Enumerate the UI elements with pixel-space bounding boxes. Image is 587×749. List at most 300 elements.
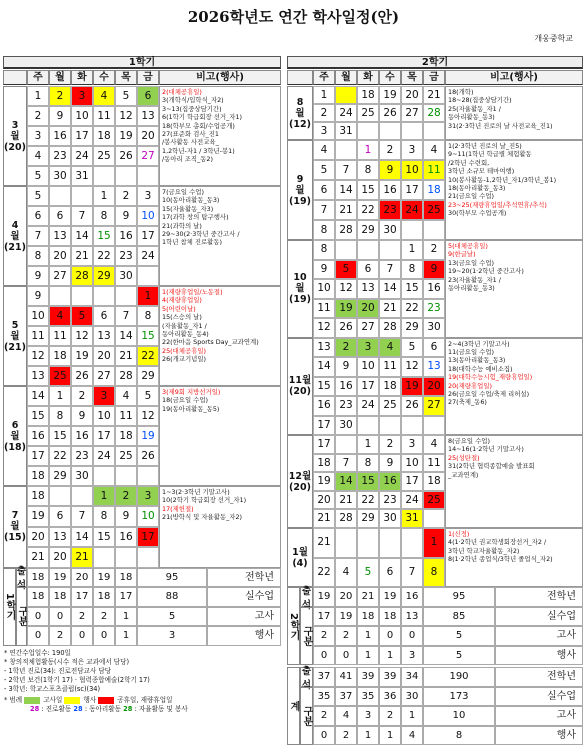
stats-value: 1	[357, 646, 379, 666]
month-notes: 2~4(3학년 기말고사) 11(금요일 수업) 13(동아리활동_동3) 18(대학수능 예비소집) 19(대학수능시험_재량휴업일) 20(재량휴업일) 26(금요일 수업/축제 리허설) 27(축제_동6)	[445, 338, 583, 436]
stats-value: 17	[71, 587, 93, 607]
stats-category-label: 구분	[300, 687, 313, 746]
stats-value: 2	[93, 607, 115, 627]
day-cell: 23	[71, 446, 93, 466]
week-number: 20	[27, 527, 49, 547]
day-cell	[423, 220, 445, 240]
day-cell: 16	[71, 426, 93, 446]
legend-number: 28	[123, 705, 135, 713]
day-cell	[335, 86, 357, 104]
day-cell: 8	[401, 260, 423, 280]
day-cell: 18	[423, 180, 445, 200]
day-cell: 19	[71, 346, 93, 366]
day-cell: 17	[137, 226, 159, 246]
day-cell: 28	[423, 104, 445, 122]
day-cell	[357, 416, 379, 436]
day-cell: 28	[335, 509, 357, 528]
day-cell: 1	[357, 140, 379, 160]
stats-value: 35	[357, 687, 379, 707]
day-cell	[423, 509, 445, 528]
week-number: 4	[313, 140, 335, 160]
day-cell	[137, 466, 159, 486]
day-cell: 5	[401, 338, 423, 358]
day-cell: 22	[357, 491, 379, 510]
stats-value: 2	[313, 626, 335, 646]
day-cell	[401, 416, 423, 436]
week-number: 11	[27, 326, 49, 346]
day-cell: 1	[93, 186, 115, 206]
day-cell: 11	[423, 454, 445, 473]
day-cell: 11	[423, 160, 445, 180]
day-cell: 25	[115, 446, 137, 466]
day-cell: 1	[93, 486, 115, 506]
day-cell: 29	[357, 509, 379, 528]
week-number: 7	[313, 200, 335, 220]
legend-text: 고사일	[43, 696, 65, 704]
stats-value: 4	[401, 726, 423, 746]
week-number: 13	[27, 366, 49, 386]
day-cell: 8	[93, 206, 115, 226]
day-cell: 25	[49, 366, 71, 386]
stats-category-label: 구분	[16, 587, 27, 646]
day-cell	[379, 528, 401, 558]
stats-value: 18	[379, 607, 401, 627]
day-cell: 26	[335, 318, 357, 338]
stats-value: 0	[379, 626, 401, 646]
day-cell: 14	[335, 472, 357, 491]
stats-value: 41	[335, 667, 357, 687]
week-number: 22	[313, 558, 335, 588]
week-number: 5	[27, 186, 49, 206]
day-cell: 26	[115, 146, 137, 166]
day-cell: 24	[357, 396, 379, 416]
footnote-line: - 3학년: 학교스포츠클럽(sc)(34)	[4, 685, 101, 693]
week-number: 3	[313, 122, 335, 140]
day-cell: 1	[357, 435, 379, 454]
day-cell: 27	[357, 318, 379, 338]
day-cell: 29	[137, 366, 159, 386]
day-cell: 9	[49, 106, 71, 126]
stats-value: 0	[27, 626, 49, 646]
day-cell: 12	[137, 406, 159, 426]
week-number: 14	[313, 357, 335, 377]
day-cell: 24	[71, 146, 93, 166]
col-0: 주	[27, 70, 49, 85]
stats-total: 3	[137, 626, 207, 646]
day-cell: 9	[335, 357, 357, 377]
week-number: 8	[313, 240, 335, 260]
day-cell: 23	[115, 246, 137, 266]
day-cell: 29	[93, 266, 115, 286]
month-label: 4 월 (21)	[3, 186, 27, 286]
day-cell: 6	[137, 86, 159, 106]
day-cell: 6	[423, 338, 445, 358]
day-cell: 7	[71, 506, 93, 526]
day-cell: 2	[49, 86, 71, 106]
day-cell: 8	[423, 558, 445, 588]
week-number: 10	[313, 279, 335, 299]
week-number: 5	[313, 160, 335, 180]
day-cell: 5	[71, 306, 93, 326]
footnote-line: * 창의적체험활동(시수 적은 교과에서 담당)	[4, 658, 130, 666]
col-4: 목	[401, 70, 423, 85]
day-cell: 25	[93, 146, 115, 166]
day-cell: 17	[401, 180, 423, 200]
day-cell: 28	[115, 366, 137, 386]
week-number: 2	[27, 106, 49, 126]
col-5: 금	[137, 70, 159, 85]
stats-total: 5	[137, 607, 207, 627]
day-cell: 18	[357, 86, 379, 104]
day-cell: 6	[49, 206, 71, 226]
legend-swatch	[64, 697, 80, 704]
day-cell: 26	[137, 446, 159, 466]
day-cell: 19	[335, 299, 357, 319]
day-cell: 8	[137, 306, 159, 326]
week-number: 6	[27, 206, 49, 226]
day-cell: 22	[49, 446, 71, 466]
stats-side-label: 계	[287, 667, 300, 745]
week-number: 21	[313, 528, 335, 558]
stats-value: 18	[49, 587, 71, 607]
stats-value: 1	[357, 626, 379, 646]
day-cell: 21	[335, 200, 357, 220]
stats-type-label: 고사	[495, 626, 583, 646]
month-notes: 5(대체공휴일) 9(한글날) 13(금요일 수업) 19~20(1·2학년 중간고사) 23(자율활동_자1 / 동아리활동_동3)	[445, 240, 583, 338]
day-cell: 29	[401, 318, 423, 338]
day-cell: 23	[379, 200, 401, 220]
week-number: 17	[313, 416, 335, 436]
day-cell: 3	[401, 140, 423, 160]
day-cell: 3	[93, 386, 115, 406]
day-cell: 27	[423, 396, 445, 416]
day-cell: 1	[401, 240, 423, 260]
day-cell: 30	[71, 466, 93, 486]
day-cell: 30	[379, 509, 401, 528]
stats-value: 1	[115, 607, 137, 627]
day-cell: 10	[93, 406, 115, 426]
month-notes: 18(개학) 18~28(집중상담기간) 25(자율활동_자1 / 동아리활동_동3) 31(2·3학년 진로의 날 사전교육_진1)	[445, 86, 583, 140]
day-cell: 4	[93, 86, 115, 106]
stats-type-label: 행사	[495, 726, 583, 746]
stats-value: 0	[71, 626, 93, 646]
week-number: 14	[27, 386, 49, 406]
day-cell: 18	[423, 472, 445, 491]
day-cell	[379, 240, 401, 260]
week-number: 18	[313, 454, 335, 473]
stats-value: 36	[379, 687, 401, 707]
month-label: 11월 (20)	[287, 338, 313, 436]
month-label: 3 월 (20)	[3, 86, 27, 186]
col-3: 수	[379, 70, 401, 85]
day-cell	[335, 528, 357, 558]
day-cell: 13	[49, 226, 71, 246]
day-cell: 26	[71, 366, 93, 386]
day-cell: 3	[401, 435, 423, 454]
stats-category-label: 구분	[300, 607, 313, 666]
month-label: 1월 (4)	[287, 528, 313, 587]
day-cell: 17	[357, 377, 379, 397]
month-label: 5 월 (21)	[3, 286, 27, 386]
stats-total: 95	[137, 568, 207, 588]
day-cell: 1	[423, 528, 445, 558]
week-number: 16	[27, 426, 49, 446]
stats-value: 1	[379, 726, 401, 746]
legend-text: : 자율활동 및 봉사	[134, 705, 188, 713]
day-cell: 21	[115, 346, 137, 366]
day-cell: 27	[137, 146, 159, 166]
day-cell: 2	[115, 186, 137, 206]
week-number: 1	[27, 86, 49, 106]
day-cell	[93, 466, 115, 486]
stats-value: 2	[313, 706, 335, 726]
stats-value: 3	[357, 706, 379, 726]
stats-total: 5	[423, 646, 495, 666]
day-cell: 28	[335, 220, 357, 240]
day-cell	[423, 416, 445, 436]
stats-value: 39	[357, 667, 379, 687]
day-cell: 16	[423, 279, 445, 299]
week-number: 11	[313, 299, 335, 319]
stats-total: 190	[423, 667, 495, 687]
stats-value: 18	[115, 568, 137, 588]
day-cell: 15	[49, 426, 71, 446]
day-cell	[401, 220, 423, 240]
legend-swatch	[98, 697, 114, 704]
day-cell: 22	[357, 200, 379, 220]
week-number: 6	[313, 180, 335, 200]
day-cell: 7	[379, 260, 401, 280]
month-label: 7 월 (15)	[3, 486, 27, 568]
day-cell: 12	[71, 326, 93, 346]
legend-text: 행사	[83, 696, 99, 704]
stats-type-label: 전학년	[207, 568, 281, 588]
day-cell: 5	[357, 558, 379, 588]
day-cell: 3	[137, 486, 159, 506]
week-number: 3	[27, 126, 49, 146]
month-label: 9 월 (19)	[287, 140, 313, 240]
day-cell: 28	[379, 318, 401, 338]
day-cell: 17	[137, 527, 159, 547]
week-number: 19	[313, 472, 335, 491]
day-cell: 15	[93, 527, 115, 547]
day-cell: 28	[71, 266, 93, 286]
day-cell: 10	[137, 206, 159, 226]
stats-value: 37	[313, 667, 335, 687]
stats-value: 16	[401, 587, 423, 607]
day-cell: 1	[49, 386, 71, 406]
day-cell	[335, 240, 357, 260]
stats-total: 8	[423, 726, 495, 746]
day-cell	[71, 186, 93, 206]
legend-text: 공휴일, 재량휴업일	[117, 696, 173, 704]
week-number: 4	[27, 146, 49, 166]
stats-side-label: 1학기	[3, 568, 16, 646]
day-cell: 10	[137, 506, 159, 526]
month-notes: 8(금요일 수업) 14~16(1·2학년 기말고사) 25(성탄절) 31(2학년 협력종합예술 발표회 _교과연계)	[445, 435, 583, 528]
stats-value: 17	[115, 587, 137, 607]
day-cell: 26	[401, 396, 423, 416]
day-cell: 6	[49, 506, 71, 526]
day-cell: 24	[137, 246, 159, 266]
stats-value: 0	[313, 646, 335, 666]
week-number: 12	[313, 318, 335, 338]
stats-type-label: 고사	[495, 706, 583, 726]
day-cell: 9	[115, 206, 137, 226]
week-number: 10	[27, 306, 49, 326]
day-cell: 31	[71, 166, 93, 186]
stats-total: 85	[423, 607, 495, 627]
day-cell: 3	[137, 186, 159, 206]
day-cell: 23	[423, 299, 445, 319]
day-cell: 13	[49, 527, 71, 547]
stats-value: 1	[379, 646, 401, 666]
day-cell: 15	[357, 180, 379, 200]
day-cell: 8	[93, 506, 115, 526]
day-cell	[115, 286, 137, 306]
day-cell: 2	[335, 338, 357, 358]
day-cell: 16	[379, 180, 401, 200]
day-cell: 18	[93, 126, 115, 146]
day-cell	[379, 122, 401, 140]
day-cell: 29	[49, 466, 71, 486]
day-cell: 25	[379, 396, 401, 416]
week-number: 9	[313, 260, 335, 280]
stats-value: 0	[27, 607, 49, 627]
stats-total: 88	[137, 587, 207, 607]
week-number: 17	[27, 446, 49, 466]
day-cell: 2	[379, 140, 401, 160]
day-cell: 14	[71, 226, 93, 246]
day-cell: 1	[137, 286, 159, 306]
day-cell: 14	[115, 326, 137, 346]
day-cell: 2	[115, 486, 137, 506]
day-cell: 19	[137, 426, 159, 446]
day-cell: 6	[379, 558, 401, 588]
week-number: 2	[313, 104, 335, 122]
day-cell: 15	[357, 472, 379, 491]
stats-value: 1	[115, 626, 137, 646]
week-number: 18	[27, 466, 49, 486]
week-number: 21	[27, 547, 49, 567]
remark-header: 비고(행사)	[445, 70, 583, 85]
stats-value: 3	[401, 646, 423, 666]
day-cell: 21	[335, 491, 357, 510]
day-cell: 7	[335, 160, 357, 180]
week-number: 13	[313, 338, 335, 358]
week-number: 9	[27, 266, 49, 286]
month-label: 8 월 (12)	[287, 86, 313, 140]
day-cell: 13	[357, 279, 379, 299]
day-cell: 9	[115, 506, 137, 526]
stats-value: 0	[49, 607, 71, 627]
month-notes: 3(제9회 지방선거일) 18(금요일 수업) 19(동아리활동_동5)	[159, 386, 281, 486]
stats-type-label: 고사	[207, 607, 281, 627]
day-cell: 20	[357, 299, 379, 319]
col-2: 화	[71, 70, 93, 85]
week-number: 12	[27, 346, 49, 366]
day-cell: 16	[49, 126, 71, 146]
day-cell	[93, 547, 115, 567]
week-number: 8	[27, 246, 49, 266]
month-notes: 1(신정) 4(1·2학년 권교학생회장선거_자2 / 3학년 학교자율활동_자2) 8(1·2학년 종업식/3학년 졸업식_자2)	[445, 528, 583, 587]
day-cell	[401, 122, 423, 140]
stats-attendance-label: 출석	[301, 665, 312, 691]
day-cell: 13	[137, 106, 159, 126]
stats-total: 95	[423, 587, 495, 607]
day-cell	[49, 486, 71, 506]
page-title: 2026학년도 연간 학사일정(안)	[187, 8, 400, 26]
legend-text: : 동아리활동	[84, 705, 124, 713]
stats-total: 173	[423, 687, 495, 707]
stats-value: 2	[71, 607, 93, 627]
week-number: 1	[313, 86, 335, 104]
stats-value: 19	[379, 587, 401, 607]
day-cell: 14	[335, 180, 357, 200]
stats-value: 18	[27, 568, 49, 588]
week-number: 18	[27, 486, 49, 506]
day-cell: 19	[379, 86, 401, 104]
day-cell: 7	[71, 206, 93, 226]
day-cell: 18	[379, 377, 401, 397]
stats-value: 0	[335, 646, 357, 666]
day-cell: 3	[71, 86, 93, 106]
stats-type-label: 행사	[495, 646, 583, 666]
day-cell: 16	[115, 226, 137, 246]
day-cell: 23	[379, 491, 401, 510]
stats-type-label: 실수업	[207, 587, 281, 607]
day-cell: 22	[401, 299, 423, 319]
week-number: 17	[313, 435, 335, 454]
day-cell: 4	[379, 338, 401, 358]
day-cell: 14	[379, 279, 401, 299]
day-cell: 20	[423, 377, 445, 397]
day-cell: 27	[49, 266, 71, 286]
day-cell: 16	[379, 472, 401, 491]
col-2: 화	[357, 70, 379, 85]
stats-value: 4	[335, 706, 357, 726]
day-cell: 11	[115, 406, 137, 426]
stats-value: 30	[401, 687, 423, 707]
day-cell: 5	[115, 86, 137, 106]
month-label: 10 월 (19)	[287, 240, 313, 338]
stats-attendance-label: 출석	[16, 566, 27, 592]
week-number: 8	[313, 220, 335, 240]
day-cell: 20	[401, 86, 423, 104]
stats-type-label: 전학년	[495, 587, 583, 607]
day-cell: 31	[335, 122, 357, 140]
day-cell	[357, 240, 379, 260]
day-cell: 11	[379, 357, 401, 377]
day-cell: 20	[49, 246, 71, 266]
col-1: 월	[335, 70, 357, 85]
day-cell: 21	[71, 547, 93, 567]
day-cell: 10	[401, 160, 423, 180]
stats-type-label: 실수업	[495, 687, 583, 707]
day-cell: 2	[379, 435, 401, 454]
month-notes: 1~3(2·3학년 기말고사) 10(2학기 학급회장 선거_자1) 17(제헌절) 21(방학식 및 자율활동_자2)	[159, 486, 281, 568]
footnote-line: - 1학년 진로(34): 진로전담교사 담당	[4, 667, 112, 675]
legend-swatch	[24, 697, 40, 704]
col-0: 주	[313, 70, 335, 85]
stats-value: 19	[93, 568, 115, 588]
day-cell: 18	[115, 426, 137, 446]
stats-side-label: 2학기	[287, 587, 300, 665]
stats-value: 19	[313, 587, 335, 607]
stats-type-label: 실수업	[495, 607, 583, 627]
day-cell	[115, 466, 137, 486]
week-number: 7	[27, 226, 49, 246]
